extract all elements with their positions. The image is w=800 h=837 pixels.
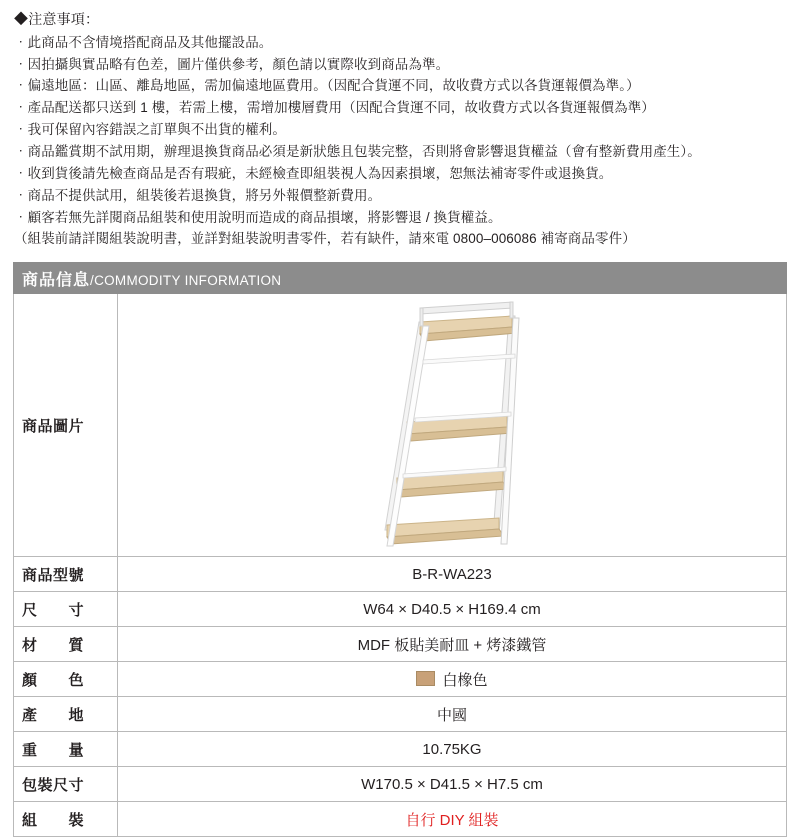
row-value-model: B-R-WA223 xyxy=(118,557,787,592)
row-label: 顏 色 xyxy=(14,662,118,697)
row-label: 商品圖片 xyxy=(14,294,118,557)
section-title-zh: 商品信息 xyxy=(22,271,91,289)
table-row xyxy=(14,697,787,732)
product-image xyxy=(327,300,577,550)
row-value-color-cell xyxy=(118,662,787,697)
shelf-illustration xyxy=(327,300,577,550)
notice-line: ‧收到貨後請先檢查商品是否有瑕疵，未經檢查即組裝視人為因素損壞，恕無法補寄零件或退換貨。 xyxy=(14,165,613,181)
table-row xyxy=(14,662,787,697)
notice-line: ‧我可保留內容錯誤之訂單與不出貨的權利。 xyxy=(14,122,286,138)
notice-line: ‧顧客若無先詳閱商品組裝和使用說明而造成的商品損壞，將影響退 / 換貨權益。 xyxy=(14,209,502,225)
product-image-cell xyxy=(118,294,787,557)
commodity-information-table xyxy=(13,262,787,837)
table-row xyxy=(14,627,787,662)
section-title-en: /COMMODITY INFORMATION xyxy=(90,272,282,288)
notice-line: ‧偏遠地區：山區、離島地區，需加偏遠地區費用。（因配合貨運不同，故收費方式以各貨運報價為準。） xyxy=(14,78,640,94)
table-row xyxy=(14,802,787,837)
row-value-origin: 中國 xyxy=(118,697,787,732)
row-value-dimensions: W64 × D40.5 × H169.4 cm xyxy=(118,592,787,627)
table-row xyxy=(14,294,787,557)
table-row xyxy=(14,557,787,592)
notice-title: ◆注意事項： xyxy=(14,11,100,27)
row-label: 組 裝 xyxy=(14,802,118,837)
table-row xyxy=(14,592,787,627)
row-label: 產 地 xyxy=(14,697,118,732)
notice-line: ‧此商品不含情境搭配商品及其他擺設品。 xyxy=(14,34,273,50)
row-value-material: MDF 板貼美耐皿 + 烤漆鐵管 xyxy=(118,627,787,662)
row-value-color: 白橡色 xyxy=(442,671,488,689)
notice-line: （組裝前請詳閱組裝說明書，並詳對組裝說明書零件，若有缺件，請來電 0800–006086 補寄商品零件） xyxy=(14,231,636,247)
row-value-assembly: 自行 DIY 組裝 xyxy=(118,802,787,837)
row-value-weight: 10.75KG xyxy=(118,732,787,767)
notice-block xyxy=(0,0,800,256)
notice-line: ‧商品鑑賞期不試用期，辦理退換貨商品必須是新狀態且包裝完整，否則將會影響退貨權益（會有整新費用產生）。 xyxy=(14,143,701,159)
table-section-header-row xyxy=(14,263,787,294)
row-label: 商品型號 xyxy=(14,557,118,592)
row-value-package-size: W170.5 × D41.5 × H7.5 cm xyxy=(118,767,787,802)
section-header xyxy=(14,263,787,294)
row-label: 材 質 xyxy=(14,627,118,662)
row-label: 重 量 xyxy=(14,732,118,767)
row-label: 包裝尺寸 xyxy=(14,767,118,802)
table-row xyxy=(14,767,787,802)
color-swatch-icon xyxy=(416,671,435,686)
notice-line: ‧商品不提供試用，組裝後若退換貨，將另外報價整新費用。 xyxy=(14,187,382,203)
notice-line: ‧因拍攝與實品略有色差，圖片僅供參考，顏色請以實際收到商品為準。 xyxy=(14,56,450,72)
table-row xyxy=(14,732,787,767)
row-label: 尺 寸 xyxy=(14,592,118,627)
notice-line: ‧產品配送都只送到 1 樓，若需上樓，需增加樓層費用（因配合貨運不同，故收費方式以各貨運報價為準） xyxy=(14,100,655,116)
